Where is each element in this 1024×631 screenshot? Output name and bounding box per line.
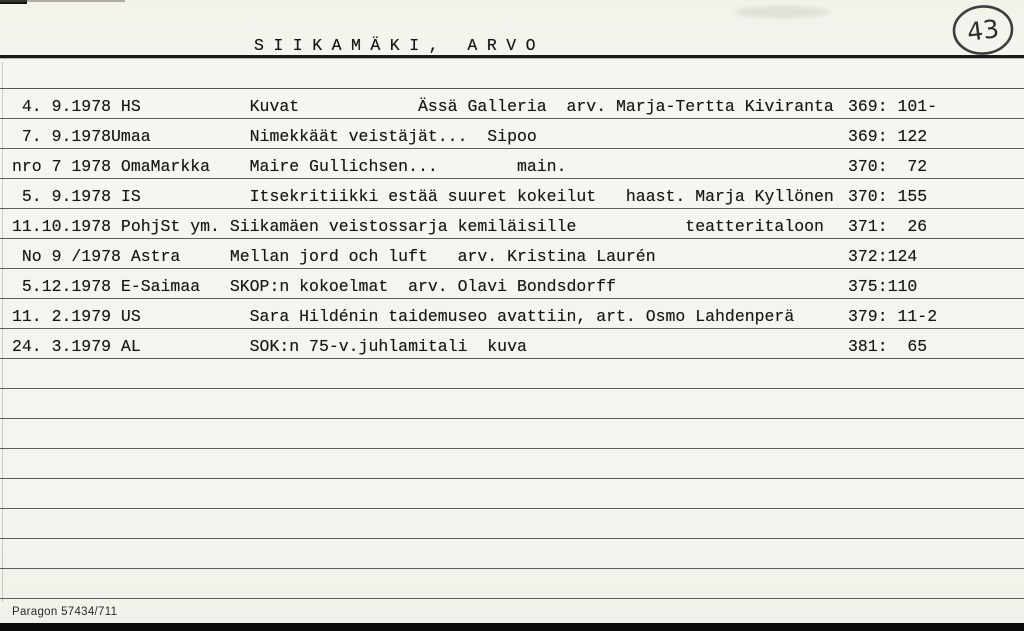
entry-ref: 372:124 xyxy=(848,247,918,266)
empty-ruled-row xyxy=(0,569,1024,599)
card-title: SIIKAMÄKI, ARVO xyxy=(254,36,546,55)
page-number-badge xyxy=(946,2,1020,58)
page-number-text: 43 xyxy=(965,14,1001,47)
entry-text: 11. 2.1979 US Sara Hildénin taidemuseo avattiin, art. Osmo Lahdenperä xyxy=(12,307,795,326)
entry-text: 24. 3.1979 AL SOK:n 75-v.juhlamitali kuva xyxy=(12,337,527,356)
scan-artifact-top-strip xyxy=(0,0,125,2)
scan-smudge xyxy=(735,6,830,18)
entry-row xyxy=(0,179,1024,209)
entry-text: 5. 9.1978 IS Itsekritiikki estää suuret kokeilut haast. Marja Kyllönen xyxy=(12,187,834,206)
empty-ruled-row xyxy=(0,539,1024,569)
entry-row xyxy=(0,299,1024,329)
entry-row xyxy=(0,89,1024,119)
empty-ruled-row xyxy=(0,419,1024,449)
entry-ref: 371: 26 xyxy=(848,217,928,236)
empty-ruled-row xyxy=(0,479,1024,509)
empty-ruled-row xyxy=(0,509,1024,539)
entry-text: 7. 9.1978Umaa Nimekkäät veistäjät... Sipoo xyxy=(12,127,537,146)
entry-text: nro 7 1978 OmaMarkka Maire Gullichsen... main. xyxy=(12,157,567,176)
entry-row xyxy=(0,119,1024,149)
entry-ref: 370: 72 xyxy=(848,157,928,176)
entry-text: 4. 9.1978 HS Kuvat Ässä Galleria arv. Marja-Tertta Kiviranta xyxy=(12,97,834,116)
entries-table xyxy=(0,88,1024,599)
entry-row xyxy=(0,269,1024,299)
empty-ruled-row xyxy=(0,389,1024,419)
scan-artifact-bottom-bar xyxy=(0,623,1024,631)
entry-row xyxy=(0,209,1024,239)
manufacturer-label: Paragon 57434/711 xyxy=(12,606,118,618)
entry-ref: 381: 65 xyxy=(848,337,928,356)
empty-ruled-row xyxy=(0,449,1024,479)
entry-ref: 369: 101- xyxy=(848,97,938,116)
entry-text: 5.12.1978 E-Saimaa SKOP:n kokoelmat arv. Olavi Bondsdorff xyxy=(12,277,616,296)
entry-ref: 370: 155 xyxy=(848,187,928,206)
entry-ref: 369: 122 xyxy=(848,127,928,146)
entry-row xyxy=(0,149,1024,179)
empty-ruled-row xyxy=(0,359,1024,389)
entry-row xyxy=(0,329,1024,359)
entry-row xyxy=(0,239,1024,269)
entry-text: 11.10.1978 PohjSt ym. Siikamäen veistossarja kemiläisille teatteritaloon xyxy=(12,217,824,236)
header-rule xyxy=(0,55,1024,58)
entry-ref: 379: 11-2 xyxy=(848,307,938,326)
entry-ref: 375:110 xyxy=(848,277,918,296)
entry-text: No 9 /1978 Astra Mellan jord och luft arv. Kristina Laurén xyxy=(12,247,656,266)
